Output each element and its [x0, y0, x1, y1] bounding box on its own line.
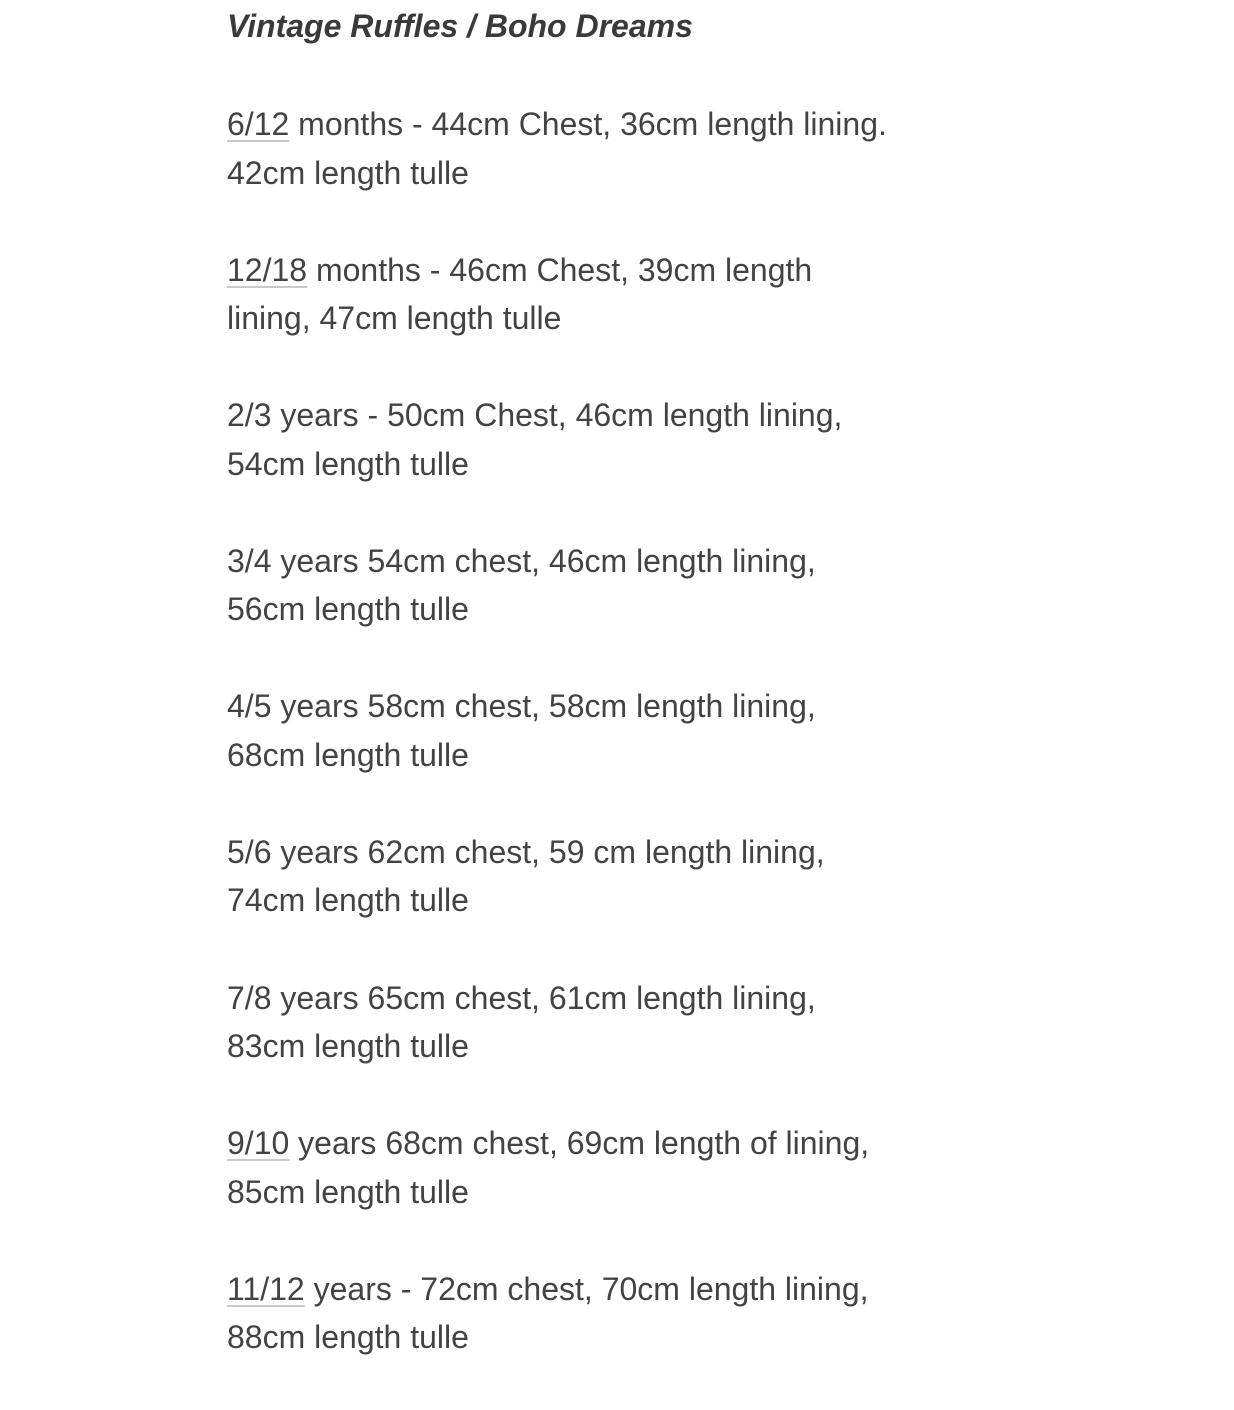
size-entry-line2: 83cm length tulle: [227, 1028, 469, 1065]
size-label-link[interactable]: 6/12: [227, 106, 290, 142]
size-entry-line1: [227, 391, 987, 440]
size-entry-line1: [227, 828, 987, 877]
size-entry: [227, 391, 987, 488]
size-measurements: years - 72cm chest, 70cm length lining,: [304, 1270, 869, 1307]
size-entry: [227, 682, 987, 779]
size-label: 7/8: [227, 979, 272, 1016]
size-entry: [227, 537, 987, 634]
size-entry-line1: [227, 974, 987, 1023]
note-body[interactable]: [227, 0, 987, 1356]
size-entry-line2: 42cm length tulle: [227, 154, 469, 191]
size-measurements: years 62cm chest, 59 cm length lining,: [271, 833, 825, 870]
size-entry: [227, 100, 987, 197]
size-entry-line2: 88cm length tulle: [227, 1319, 469, 1356]
size-measurements: years 54cm chest, 46cm length lining,: [271, 542, 816, 579]
size-chart-list: [227, 100, 987, 1410]
size-entry: [227, 246, 987, 343]
size-label: 3/4: [227, 542, 272, 579]
size-label: 4/5: [227, 688, 272, 725]
size-entry-line1: [227, 1265, 987, 1314]
size-entry-line2: lining, 47cm length tulle: [227, 300, 562, 337]
size-entry: [227, 1119, 987, 1216]
size-label: 2/3: [227, 397, 272, 434]
size-entry-line1: [227, 537, 987, 586]
size-entry-line2: 56cm length tulle: [227, 591, 469, 628]
size-entry-line2: 54cm length tulle: [227, 445, 469, 482]
note-title: Vintage Ruffles / Boho Dreams: [227, 8, 693, 44]
size-entry: [227, 828, 987, 925]
size-entry: [227, 974, 987, 1071]
size-entry-line2: 74cm length tulle: [227, 882, 469, 919]
size-label-link[interactable]: 11/12: [227, 1270, 305, 1307]
size-measurements: years - 50cm Chest, 46cm length lining,: [271, 397, 843, 434]
size-label: 5/6: [227, 833, 272, 870]
size-entry-line1: [227, 1119, 987, 1168]
size-measurements: years 68cm chest, 69cm length of lining,: [289, 1125, 870, 1162]
size-label-link[interactable]: 9/10: [227, 1125, 290, 1162]
size-measurements: months - 46cm Chest, 39cm length: [307, 251, 813, 288]
size-entry-line2: 68cm length tulle: [227, 736, 469, 773]
size-entry-line1: [227, 682, 987, 731]
size-measurements: years 58cm chest, 58cm length lining,: [271, 688, 816, 725]
size-entry-line2: 85cm length tulle: [227, 1173, 469, 1210]
size-label-link[interactable]: 12/18: [227, 251, 308, 288]
size-entry: [227, 1265, 987, 1362]
size-measurements: years 65cm chest, 61cm length lining,: [271, 979, 816, 1016]
size-measurements: months - 44cm Chest, 36cm length lining.: [289, 106, 887, 142]
size-entry-line1: [227, 100, 987, 149]
size-entry-line1: [227, 246, 987, 295]
